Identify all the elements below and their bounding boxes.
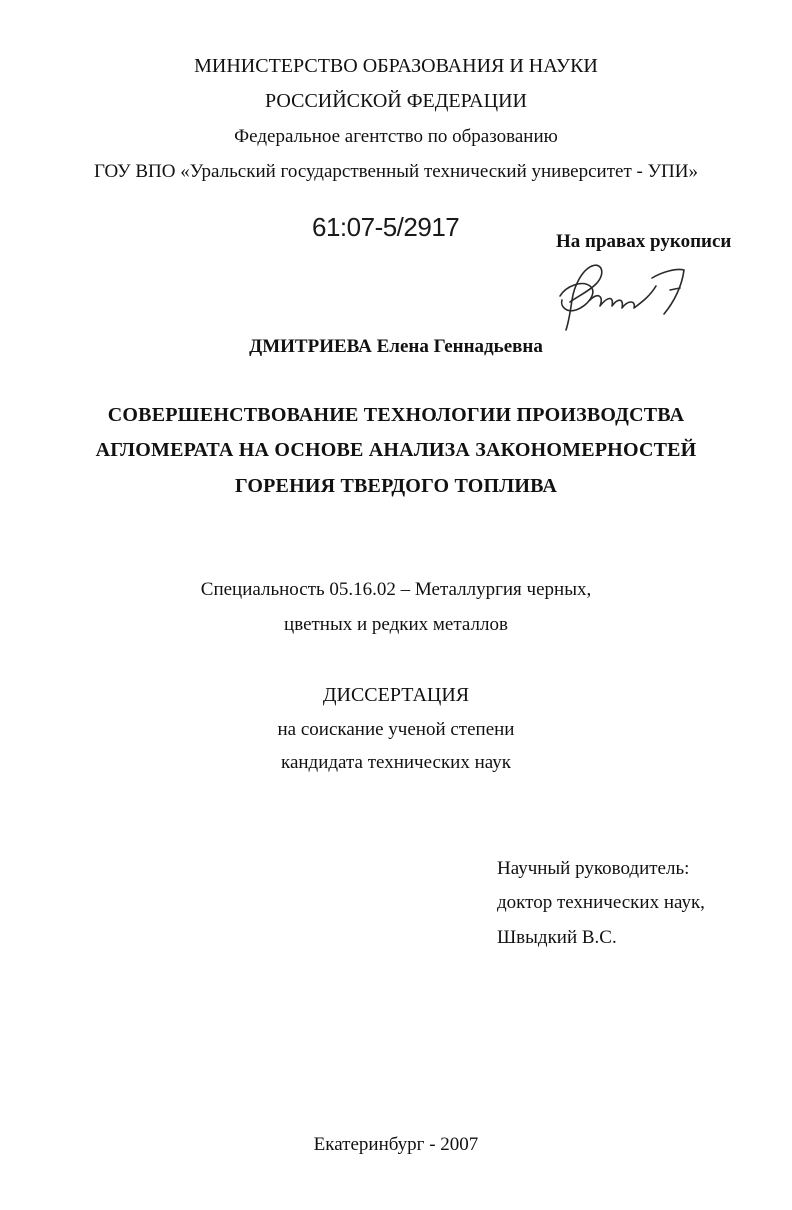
specialty-line-1: Специальность 05.16.02 – Металлургия черных, xyxy=(200,579,592,600)
archive-code-stamp: 61:07-5/2917 xyxy=(312,212,460,242)
ministry-line-2: РОССИЙСКОЙ ФЕДЕРАЦИИ xyxy=(265,90,527,112)
dissertation-label: ДИССЕРТАЦИЯ xyxy=(322,684,470,706)
title-line-2: АГЛОМЕРАТА НА ОСНОВЕ АНАЛИЗА ЗАКОНОМЕРНОСТЕЙ xyxy=(95,439,697,461)
signature-icon xyxy=(552,256,702,336)
dissertation-line-2: кандидата технических наук xyxy=(281,752,511,773)
author-surname: ДМИТРИЕВА xyxy=(249,336,372,357)
agency-line: Федеральное агентство по образованию xyxy=(234,126,558,147)
university-line: ГОУ ВПО «Уральский государственный технический университет - УПИ» xyxy=(94,161,698,182)
supervisor-name: Швыдкий В.С. xyxy=(497,927,617,948)
title-line-3: ГОРЕНИЯ ТВЕРДОГО ТОПЛИВА xyxy=(234,475,558,497)
title-line-1: СОВЕРШЕНСТВОВАНИЕ ТЕХНОЛОГИИ ПРОИЗВОДСТВА xyxy=(107,404,685,426)
author-name xyxy=(0,335,792,359)
city-year: Екатеринбург - 2007 xyxy=(313,1134,479,1155)
ministry-line-1: МИНИСТЕРСТВО ОБРАЗОВАНИЯ И НАУКИ xyxy=(194,55,598,77)
dissertation-line-1: на соискание ученой степени xyxy=(277,719,515,740)
rights-note: На правах рукописи xyxy=(556,231,732,252)
author-given-names: Елена Геннадьевна xyxy=(376,336,543,357)
specialty-line-2: цветных и редких металлов xyxy=(284,614,508,635)
supervisor-label: Научный руководитель: xyxy=(497,858,690,879)
supervisor-degree: доктор технических наук, xyxy=(497,892,705,913)
